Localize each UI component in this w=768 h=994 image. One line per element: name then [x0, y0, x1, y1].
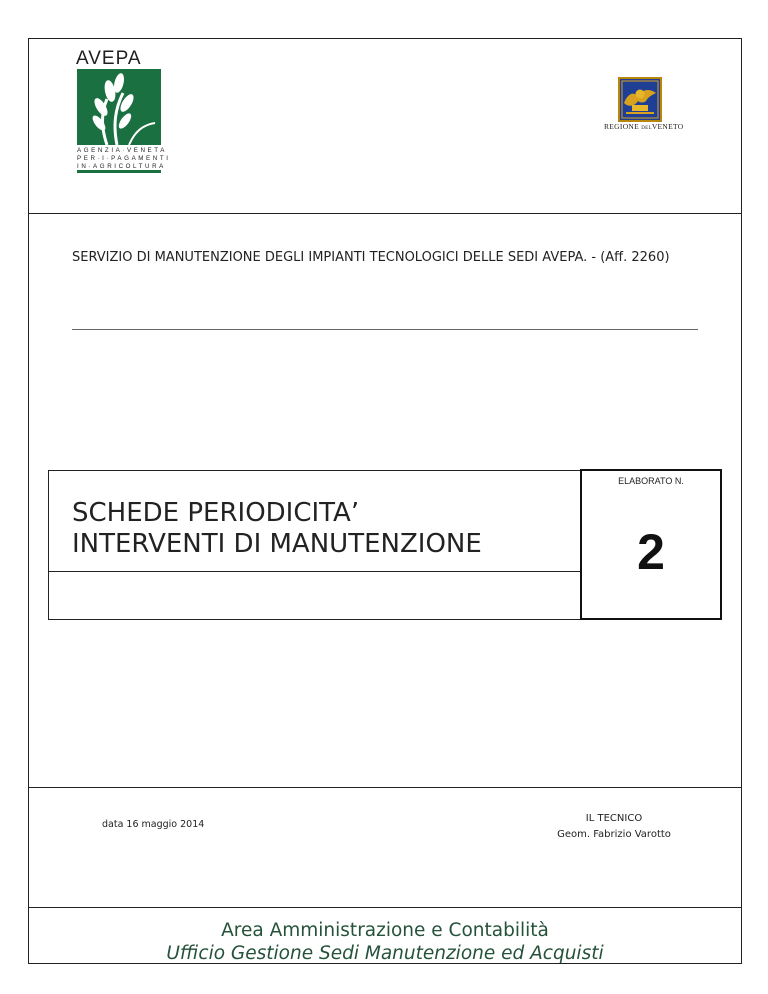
header-divider: [28, 213, 742, 214]
elaborato-label: ELABORATO N.: [618, 476, 684, 486]
title-box-bottom: [48, 619, 582, 620]
service-underline: [72, 329, 698, 330]
avepa-logo-word: AVEPA: [76, 48, 142, 69]
office-divider: [28, 907, 742, 908]
title-box-top: [48, 470, 582, 471]
wheat-icon: [77, 69, 161, 145]
tecnico-name: Geom. Fabrizio Varotto: [557, 829, 671, 840]
title-box-left: [48, 470, 49, 620]
title-box-middle: [48, 571, 582, 572]
document-date: data 16 maggio 2014: [102, 819, 205, 830]
elaborato-number: 2: [637, 524, 665, 580]
lion-of-venice-crest-icon: [618, 77, 662, 122]
ufficio-name: Ufficio Gestione Sedi Manutenzione ed Acquisti: [166, 943, 604, 964]
logo-underline-bar: [77, 170, 161, 173]
document-title-line-2: INTERVENTI DI MANUTENZIONE: [72, 529, 482, 559]
region-word-veneto: VENETO: [651, 122, 684, 131]
logo-line-3: IN·AGRICOLTURA: [77, 162, 166, 170]
tecnico-title: IL TECNICO: [585, 813, 643, 824]
service-description: SERVIZIO DI MANUTENZIONE DEGLI IMPIANTI TECNOLOGICI DELLE SEDI AVEPA. - (Aff. 2260): [72, 250, 670, 265]
regione-veneto-crest: [618, 77, 662, 122]
document-title-line-1: SCHEDE PERIODICITA’: [72, 498, 360, 528]
document-title: [72, 498, 482, 560]
logo-line-2: PER·I·PAGAMENTI: [77, 154, 171, 162]
avepa-logo-text: [77, 147, 171, 170]
footer-divider: [28, 787, 742, 788]
logo-line-1: AGENZIA·VENETA: [77, 147, 167, 154]
avepa-logo-mark: [77, 69, 161, 145]
region-word-regione: REGIONE: [604, 122, 642, 131]
area-name: Area Amministrazione e Contabilità: [221, 920, 549, 941]
region-word-del: DEL: [641, 126, 652, 131]
region-caption: [604, 122, 683, 131]
